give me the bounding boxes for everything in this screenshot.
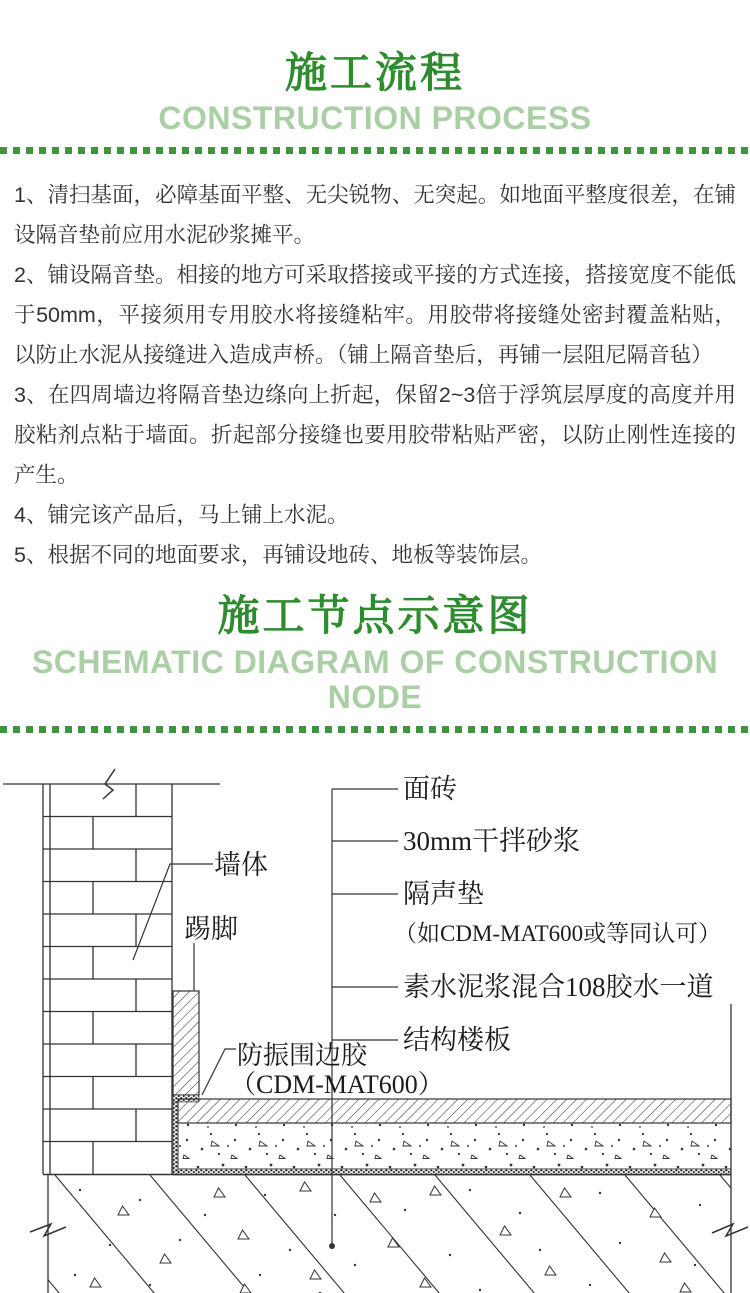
process-step-3: 3、在四周墙边将隔音垫边绦向上折起，保留2~3倍于浮筑层厚度的高度并用胶粘剂点粘于墙面。折起部分接缝也要用胶带粘贴严密，以防止刚性连接的产生。 bbox=[14, 383, 736, 488]
label-edge-strip: 防振围边胶 bbox=[237, 1040, 368, 1070]
wall-leader bbox=[133, 864, 213, 960]
concrete-hatch bbox=[0, 1175, 750, 1293]
dotted-divider bbox=[0, 147, 750, 154]
process-subtitle: CONSTRUCTION PROCESS bbox=[158, 100, 592, 137]
process-steps bbox=[0, 154, 750, 575]
break-symbol-right bbox=[712, 1224, 748, 1236]
label-structural-slab: 结构楼板 bbox=[403, 1024, 511, 1055]
label-wall: 墙体 bbox=[214, 849, 268, 880]
edge-strip-vertical bbox=[173, 1102, 178, 1175]
process-title: 施工流程 bbox=[284, 49, 465, 96]
break-symbol-left bbox=[30, 1224, 66, 1236]
process-step-5: 5、根据不同的地面要求，再铺设地砖、地板等装饰层。 bbox=[14, 543, 542, 568]
skirting-board bbox=[173, 991, 199, 1095]
dotted-divider-2 bbox=[0, 726, 750, 733]
process-step-4: 4、铺完该产品后，马上铺上水泥。 bbox=[14, 503, 349, 528]
label-edge-strip-note: （CDM-MAT600） bbox=[230, 1069, 444, 1099]
label-sound-pad-note: （如CDM-MAT600或等同认可） bbox=[394, 920, 722, 946]
label-sound-pad: 隔声垫 bbox=[403, 878, 484, 909]
process-step-1: 1、清扫基面，必障基面平整、无尖锐物、无突起。如地面平整度很差，在铺设隔音垫前应用水泥砂浆摊平。 bbox=[14, 183, 736, 248]
node-diagram-svg bbox=[0, 745, 750, 1293]
label-skirting: 踢脚 bbox=[184, 913, 238, 944]
construction-node-diagram bbox=[0, 745, 750, 1293]
diagram-labels bbox=[184, 774, 721, 1099]
dry-mortar-layer bbox=[178, 1123, 731, 1169]
node-title: 施工节点示意图 bbox=[217, 592, 533, 640]
label-cement-slurry: 素水泥浆混合108胶水一道 bbox=[403, 971, 714, 1002]
tile-mortar-layer bbox=[178, 1099, 731, 1123]
label-dry-mortar: 30mm干拌砂浆 bbox=[403, 825, 581, 856]
floor-layers bbox=[178, 1099, 731, 1175]
concrete-aggregate bbox=[74, 1182, 701, 1293]
node-subtitle: SCHEMATIC DIAGRAM OF CONSTRUCTION NODE bbox=[31, 643, 719, 715]
label-face-tile: 面砖 bbox=[403, 773, 457, 804]
process-step-2: 2、铺设隔音垫。相接的地方可采取搭接或平接的方式连接，搭接宽度不能低于50mm，平接须用专用胶水将接缝粘牢。用胶带将接缝处密封覆盖粘贴，以防止水泥从接缝进入造成声桥。（铺上隔音垫后，再铺一层阻尼隔音毡） bbox=[14, 263, 736, 368]
